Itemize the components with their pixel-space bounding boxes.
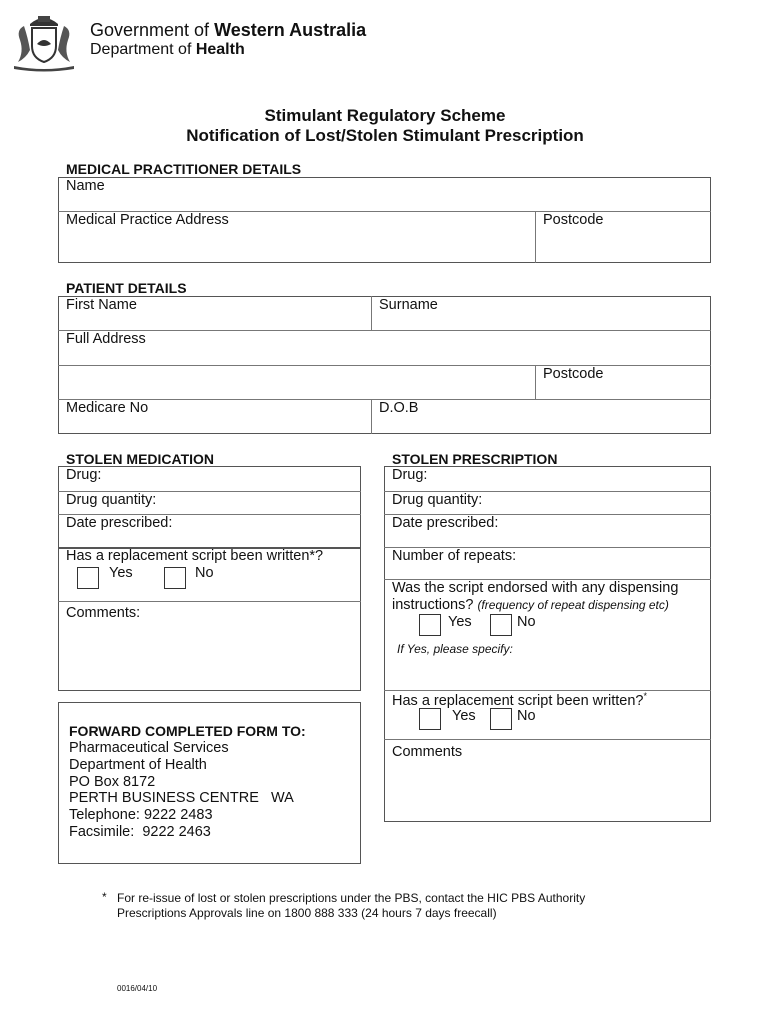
medication-replacement-no-checkbox[interactable] xyxy=(164,567,186,589)
divider xyxy=(58,365,711,366)
prescription-date-label: Date prescribed: xyxy=(392,515,499,531)
prescription-drug-label: Drug: xyxy=(392,467,428,483)
forward-facsimile: Facsimile: 9222 2463 xyxy=(69,824,211,840)
prescription-no-label: No xyxy=(517,708,536,724)
endorsed-yes-checkbox[interactable] xyxy=(419,614,441,636)
medicare-no-label: Medicare No xyxy=(66,400,149,416)
endorsed-note: (frequency of repeat dispensing etc) xyxy=(477,598,669,612)
form-code: 0016/04/10 xyxy=(117,984,158,993)
divider xyxy=(58,601,361,602)
department-bold: Health xyxy=(195,41,245,58)
medication-date-label: Date prescribed: xyxy=(66,515,173,531)
medical-practitioner-heading: MEDICAL PRACTITIONER DETAILS xyxy=(66,161,302,177)
prescription-replacement-label xyxy=(392,691,647,709)
medication-no-label: No xyxy=(195,565,214,581)
wa-coat-of-arms-icon xyxy=(10,10,78,72)
form-title-line2: Notification of Lost/Stolen Stimulant Prescription xyxy=(186,126,584,145)
endorsed-label-line2 xyxy=(392,597,669,613)
endorsed-no-label: No xyxy=(517,614,536,630)
medication-quantity-label: Drug quantity: xyxy=(66,492,157,508)
form-title-line1: Stimulant Regulatory Scheme xyxy=(264,106,506,125)
if-yes-specify-label: If Yes, please specify: xyxy=(397,642,513,656)
endorsed-yes-label: Yes xyxy=(448,614,472,630)
divider xyxy=(535,211,536,263)
medication-drug-label: Drug: xyxy=(66,467,102,483)
medication-replacement-yes-checkbox[interactable] xyxy=(77,567,99,589)
endorsed-no-checkbox[interactable] xyxy=(490,614,512,636)
endorsed-label-line1: Was the script endorsed with any dispensing xyxy=(392,580,679,596)
forward-line-4: PERTH BUSINESS CENTRE WA xyxy=(69,790,294,806)
first-name-label: First Name xyxy=(66,297,137,313)
government-title xyxy=(90,20,366,41)
prescription-replacement-no-checkbox[interactable] xyxy=(490,708,512,730)
prescription-quantity-label: Drug quantity: xyxy=(392,492,483,508)
government-prefix: Government of xyxy=(90,20,215,40)
prescription-comments-label: Comments xyxy=(392,744,463,760)
department-title xyxy=(90,41,245,59)
prescription-yes-label: Yes xyxy=(452,708,476,724)
medication-yes-label: Yes xyxy=(109,565,133,581)
forward-line-2: Department of Health xyxy=(69,757,207,773)
stolen-medication-heading: STOLEN MEDICATION xyxy=(66,451,215,467)
divider xyxy=(371,399,372,434)
practitioner-name-label: Name xyxy=(66,178,105,194)
government-bold: Western Australia xyxy=(214,20,367,40)
forward-telephone: Telephone: 9222 2483 xyxy=(69,807,213,823)
medication-comments-label: Comments: xyxy=(66,605,141,621)
patient-postcode-label: Postcode xyxy=(543,366,604,382)
prescription-replacement-text: Has a replacement script been written? xyxy=(392,692,644,709)
practice-postcode-label: Postcode xyxy=(543,212,604,228)
footnote-asterisk: * xyxy=(102,890,107,904)
footnote-line1: For re-issue of lost or stolen prescriptions under the PBS, contact the HIC PBS Authority xyxy=(117,891,586,905)
divider xyxy=(535,365,536,399)
prescription-replacement-yes-checkbox[interactable] xyxy=(419,708,441,730)
medication-replacement-label: Has a replacement script been written*? xyxy=(66,548,324,564)
practice-address-label: Medical Practice Address xyxy=(66,212,229,228)
divider xyxy=(384,739,711,740)
divider xyxy=(371,296,372,330)
endorsed-question: instructions? xyxy=(392,597,474,613)
divider xyxy=(58,330,711,331)
full-address-label: Full Address xyxy=(66,331,146,347)
department-prefix: Department of xyxy=(90,41,196,58)
replacement-asterisk: * xyxy=(643,691,647,701)
forward-line-3: PO Box 8172 xyxy=(69,774,156,790)
forward-line-1: Pharmaceutical Services xyxy=(69,740,229,756)
footnote-line2: Prescriptions Approvals line on 1800 888 333 (24 hours 7 days freecall) xyxy=(117,906,497,920)
dob-label: D.O.B xyxy=(379,400,419,416)
patient-details-heading: PATIENT DETAILS xyxy=(66,280,187,296)
stolen-prescription-heading: STOLEN PRESCRIPTION xyxy=(392,451,558,467)
surname-label: Surname xyxy=(379,297,438,313)
forward-heading: FORWARD COMPLETED FORM TO: xyxy=(69,723,306,739)
repeats-label: Number of repeats: xyxy=(392,548,517,564)
